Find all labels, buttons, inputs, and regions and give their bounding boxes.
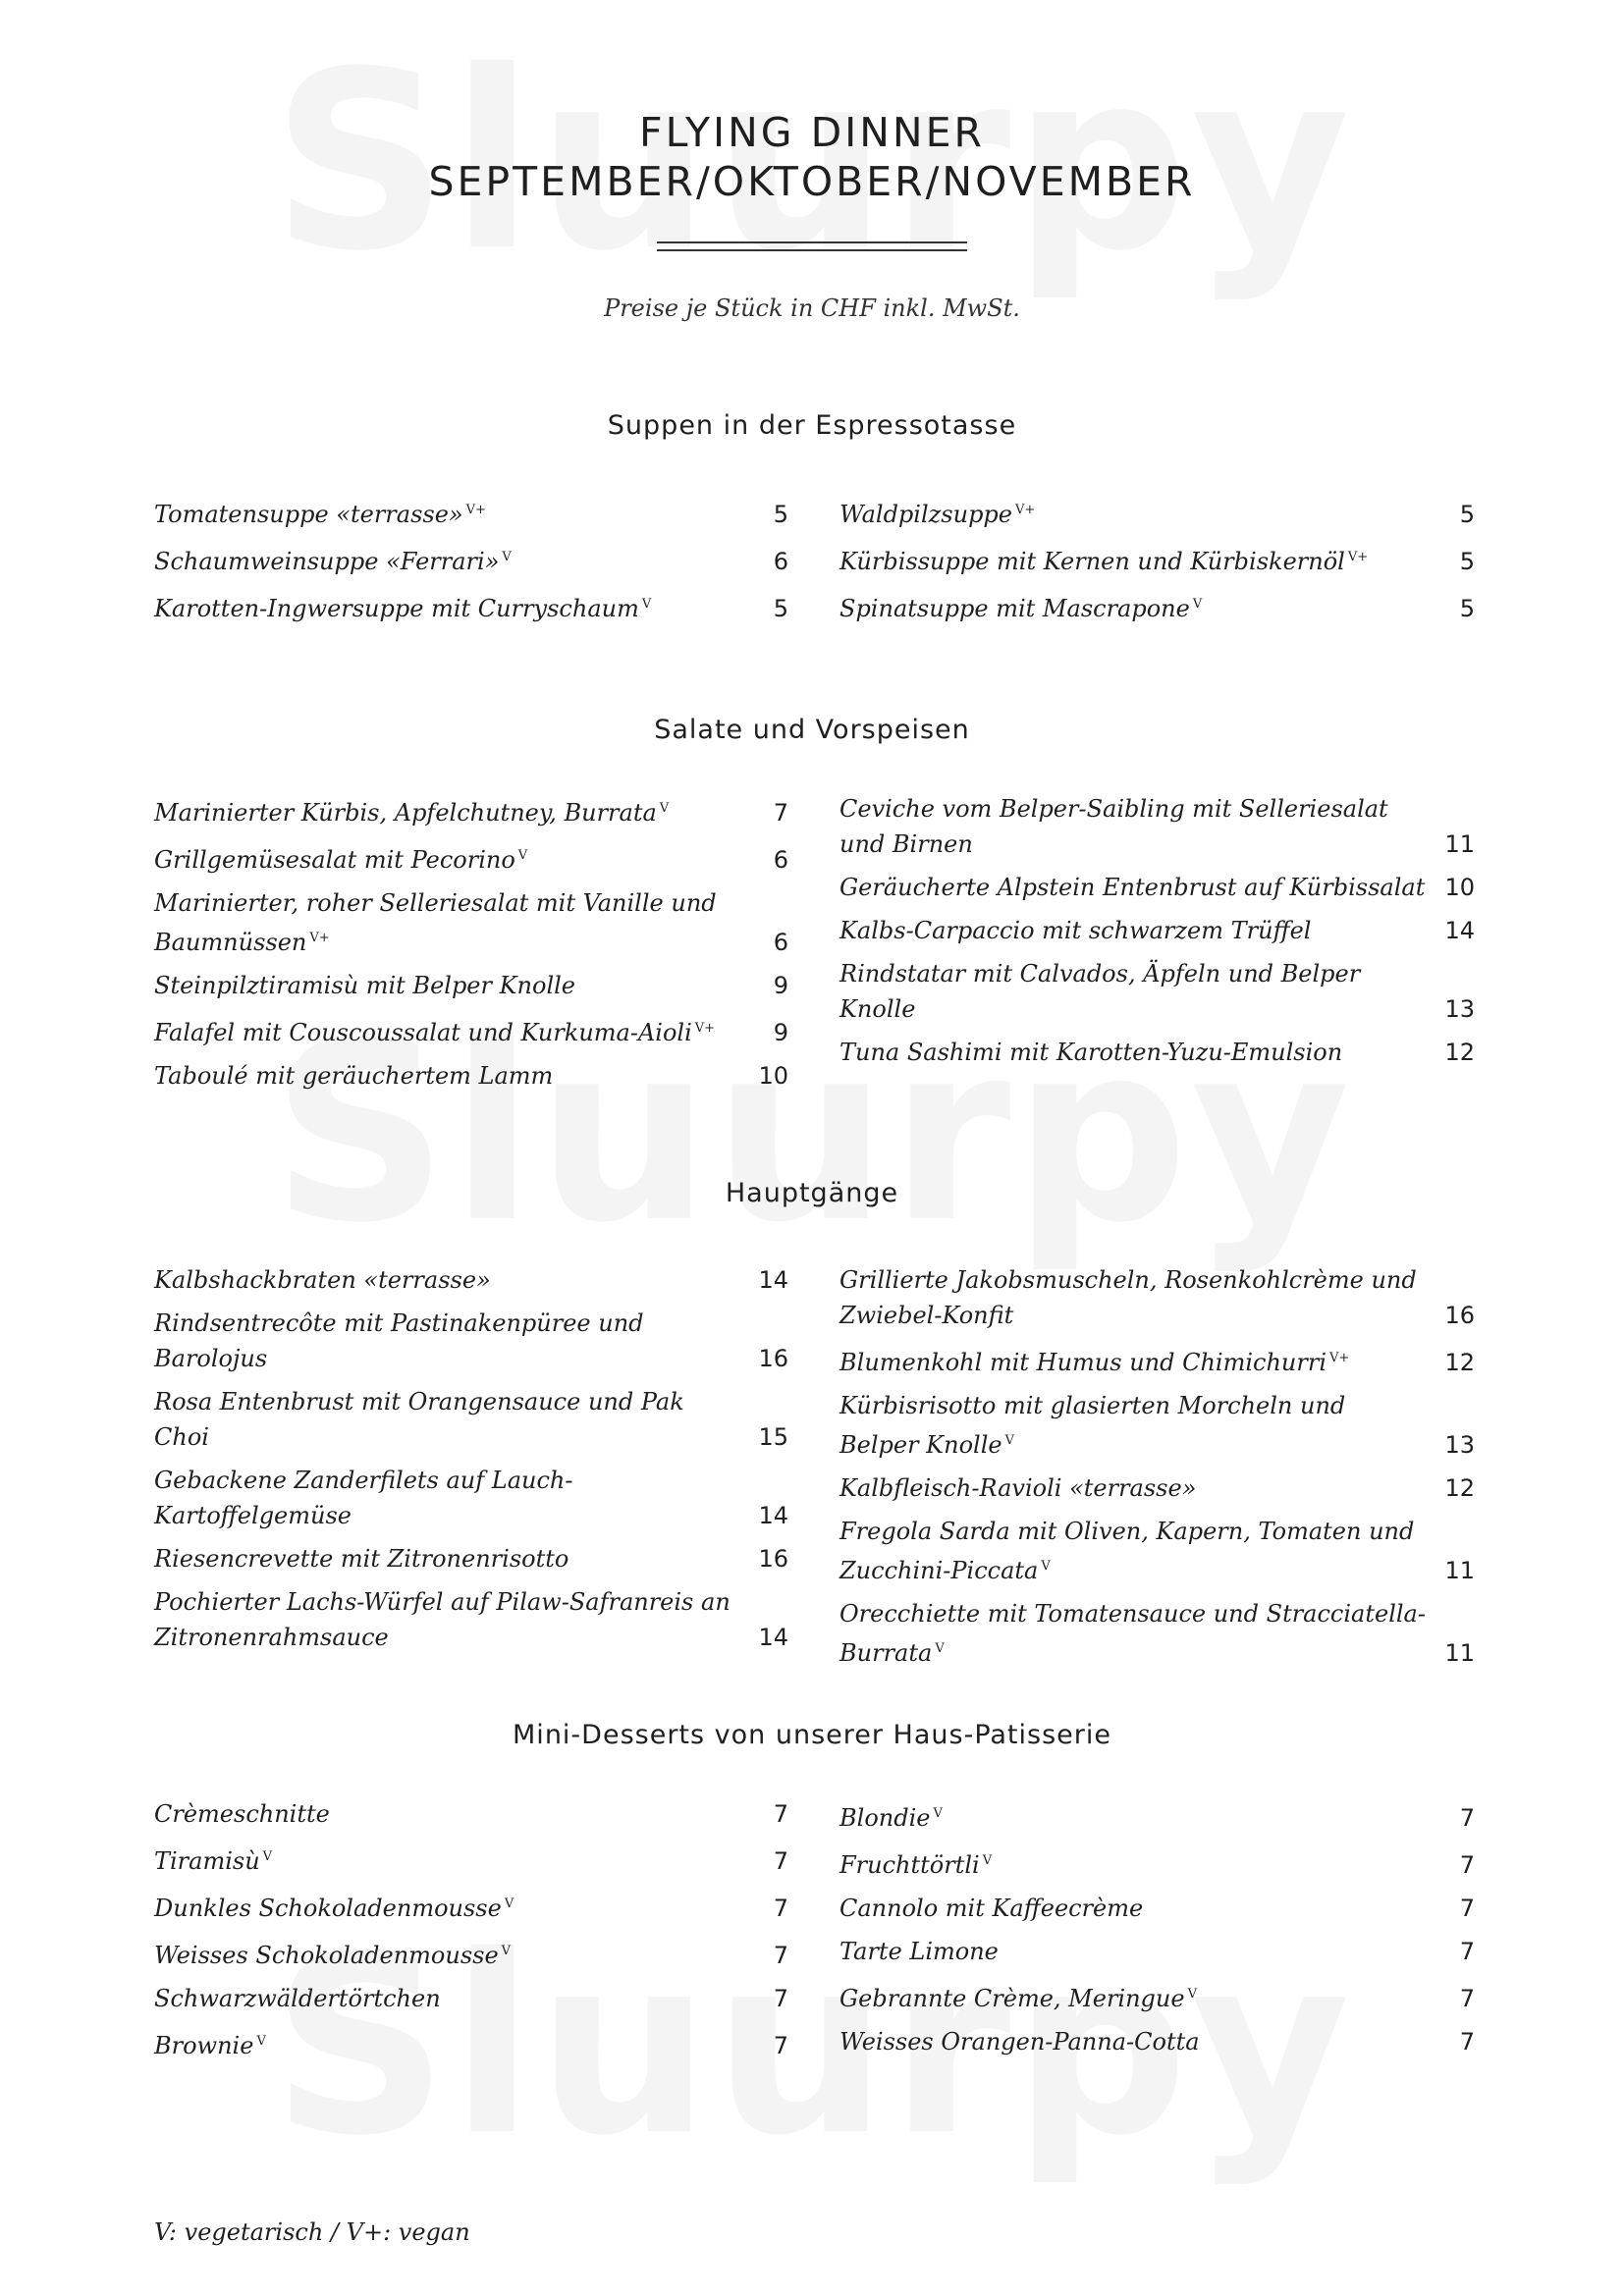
price-note: Preise je Stück in CHF inkl. MwSt. [604, 294, 1020, 322]
menu-item [154, 1796, 788, 1832]
menu-item [154, 1934, 788, 1973]
menu-item-price: 6 [773, 929, 788, 956]
menu-item [154, 2024, 788, 2063]
menu-item-name-text: Dunkles Schokoladenmousse [154, 1895, 502, 1922]
menu-item-name [839, 1388, 1444, 1463]
menu-item [839, 1514, 1475, 1588]
menu-item-name [154, 838, 774, 878]
menu-item-name [154, 1262, 758, 1298]
menu-item-price: 12 [1444, 1474, 1475, 1502]
menu-item-name-text: Kalbshackbraten «terrasse» [154, 1266, 491, 1294]
salads-left-column [154, 791, 788, 1101]
diet-tag: V [1192, 597, 1203, 612]
menu-item [839, 493, 1475, 532]
menu-item-name-text: Karotten-Ingwersuppe mit Curryschaum [154, 595, 639, 622]
menu-item-name-text: Rindsentrecôte mit Pastinakenpüree und Barolojus [154, 1309, 644, 1372]
diet-tag: V [659, 801, 670, 816]
menu-item-name [839, 1843, 1460, 1883]
menu-item [154, 1384, 788, 1455]
menu-item-name [839, 1796, 1460, 1836]
diet-tag: V [1187, 1987, 1197, 2002]
menu-item-price: 12 [1444, 1349, 1475, 1376]
menu-item-price: 16 [758, 1545, 788, 1573]
menu-item-name [154, 791, 774, 830]
menu-item-name-text: Kalbs-Carpaccio mit schwarzem Trüffel [839, 917, 1312, 944]
menu-item [154, 885, 788, 960]
desserts-right-column [839, 1796, 1475, 2067]
diet-tag: V+ [1347, 550, 1369, 564]
section-title-desserts: Mini-Desserts von unserer Haus-Patisserie [513, 1720, 1111, 1750]
menu-item-name [839, 540, 1460, 579]
menu-item [154, 1584, 788, 1655]
menu-item-name-text: Blondie [839, 1804, 931, 1832]
diet-tag: V [935, 1641, 945, 1656]
menu-item-price: 5 [773, 595, 788, 622]
menu-item-price: 7 [773, 1847, 788, 1875]
menu-item-name [154, 1981, 774, 2016]
menu-item-name-text: Waldpilzsuppe [839, 501, 1012, 528]
menu-item-name-text: Spinatsuppe mit Mascrapone [839, 595, 1190, 622]
diet-tag: V [504, 1896, 514, 1911]
menu-item-name [839, 791, 1444, 862]
menu-item-price: 5 [1459, 548, 1475, 575]
menu-item-price: 7 [773, 1985, 788, 2012]
menu-item-price: 14 [1444, 917, 1475, 944]
menu-item-price: 7 [1459, 1851, 1475, 1879]
double-rule-divider [657, 241, 967, 251]
menu-item-name-text: Taboulé mit geräuchertem Lamm [154, 1062, 554, 1090]
diet-tag: V [1004, 1433, 1014, 1448]
menu-item-price: 5 [1459, 501, 1475, 528]
menu-item-name [839, 913, 1444, 948]
diet-tag: V [982, 1853, 993, 1868]
menu-item-name-text: Weisses Orangen-Panna-Cotta [839, 2028, 1200, 2056]
menu-item-price: 6 [773, 548, 788, 575]
menu-item-name-text: Schaumweinsuppe «Ferrari» [154, 548, 500, 575]
menu-item [154, 791, 788, 830]
mains-left-column [154, 1262, 788, 1663]
menu-item [839, 1388, 1475, 1463]
menu-item-price: 16 [758, 1345, 788, 1372]
menu-item [839, 1843, 1475, 1883]
menu-item [154, 1463, 788, 1533]
menu-item [839, 870, 1475, 905]
menu-item-name-text: Grillgemüsesalat mit Pecorino [154, 846, 515, 874]
menu-item-name-text: Ceviche vom Belper-Saibling mit Selleriesalat und Birnen [839, 795, 1388, 858]
menu-item-price: 9 [773, 1019, 788, 1046]
menu-item-price: 14 [758, 1624, 788, 1651]
menu-item-name [839, 1977, 1460, 2016]
menu-item-price: 7 [773, 1800, 788, 1828]
menu-item-name-text: Kürbissuppe mit Kernen und Kürbiskernöl [839, 548, 1345, 575]
menu-item-name [839, 956, 1444, 1027]
menu-item-name-text: Marinierter Kürbis, Apfelchutney, Burrata [154, 799, 657, 827]
menu-item [839, 1796, 1475, 1836]
menu-item-name [839, 1341, 1444, 1380]
menu-item-name-text: Gebackene Zanderfilets auf Lauch-Kartoffelgemüse [154, 1467, 573, 1529]
menu-item-name [154, 1796, 774, 1832]
menu-item-name [839, 1514, 1444, 1588]
menu-item-name [154, 587, 774, 626]
menu-item [839, 1035, 1475, 1070]
diet-tag: V+ [1015, 503, 1036, 517]
menu-item-name-text: Weisses Schokoladenmousse [154, 1942, 499, 1969]
menu-item-name [839, 1934, 1460, 1969]
menu-item-name-text: Schwarzwäldertörtchen [154, 1985, 441, 2012]
menu-item-price: 7 [1459, 1938, 1475, 1965]
diet-tag: V [502, 550, 512, 564]
menu-title: FLYING DINNER [639, 109, 985, 156]
diet-legend: V: vegetarisch / V+: vegan [154, 2218, 470, 2246]
menu-item-name [839, 587, 1460, 626]
menu-item-name [154, 493, 774, 532]
menu-item-name-text: Marinierter, roher Selleriesalat mit Vanille und Baumnüssen [154, 889, 717, 956]
menu-item-name-text: Tarte Limone [839, 1938, 999, 1965]
menu-item-price: 15 [758, 1423, 788, 1451]
menu-item [839, 1262, 1475, 1333]
menu-item [839, 1977, 1475, 2016]
menu-item [154, 493, 788, 532]
menu-item-name-text: Geräucherte Alpstein Entenbrust auf Kürbissalat [839, 874, 1426, 901]
menu-item [154, 1011, 788, 1050]
menu-item-name [839, 1035, 1444, 1070]
menu-item [154, 1981, 788, 2016]
menu-item [154, 1541, 788, 1576]
menu-item-name [154, 1584, 758, 1655]
mains-right-column [839, 1262, 1475, 1679]
menu-item [839, 1934, 1475, 1969]
menu-item [154, 587, 788, 626]
diet-tag: V [262, 1849, 273, 1864]
menu-item-name [154, 968, 774, 1003]
menu-item-name-text: Gebrannte Crème, Meringue [839, 1985, 1185, 2012]
menu-item-price: 7 [773, 2032, 788, 2059]
diet-tag: V [501, 1944, 512, 1958]
menu-item-price: 9 [773, 972, 788, 999]
menu-item-name [154, 1887, 774, 1926]
menu-item [839, 1470, 1475, 1506]
menu-item [154, 838, 788, 878]
menu-subtitle: SEPTEMBER/OKTOBER/NOVEMBER [428, 158, 1196, 205]
salads-right-column [839, 791, 1475, 1078]
menu-item-name-text: Crèmeschnitte [154, 1800, 330, 1828]
menu-item-name [154, 1840, 774, 1879]
menu-item [154, 1262, 788, 1298]
menu-item-name [839, 1262, 1444, 1333]
section-title-salads: Salate und Vorspeisen [654, 715, 970, 745]
diet-tag: V [1041, 1559, 1051, 1574]
menu-item [154, 1840, 788, 1879]
menu-item-price: 7 [773, 799, 788, 827]
menu-item-name-text: Grillierte Jakobsmuscheln, Rosenkohlcrème und Zwiebel-Konfit [839, 1266, 1417, 1329]
menu-item-name-text: Fruchttörtli [839, 1851, 980, 1879]
menu-item [839, 587, 1475, 626]
menu-item-price: 7 [1459, 1985, 1475, 2012]
menu-item-name-text: Riesencrevette mit Zitronenrisotto [154, 1545, 569, 1573]
menu-item [839, 913, 1475, 948]
menu-item-price: 6 [773, 846, 788, 874]
menu-item [154, 968, 788, 1003]
menu-item-price: 7 [1459, 1804, 1475, 1832]
menu-item-name-text: Tomatensuppe «terrasse» [154, 501, 463, 528]
soups-left-column [154, 493, 788, 634]
menu-item-price: 11 [1444, 1557, 1475, 1584]
menu-item-name [839, 2024, 1460, 2059]
soups-right-column [839, 493, 1475, 634]
menu-item-price: 5 [1459, 595, 1475, 622]
menu-item-name-text: Falafel mit Couscoussalat und Kurkuma-Aioli [154, 1019, 692, 1046]
menu-item-price: 7 [1459, 2028, 1475, 2056]
menu-item [154, 1887, 788, 1926]
menu-item-name [839, 1470, 1444, 1506]
menu-item [839, 1891, 1475, 1926]
diet-tag: V [933, 1806, 943, 1821]
menu-item-price: 14 [758, 1266, 788, 1294]
menu-item-name-text: Tiramisù [154, 1847, 260, 1875]
menu-item-name [154, 1011, 774, 1050]
menu-header [0, 108, 1624, 322]
menu-item-name [154, 885, 774, 960]
menu-item-name-text: Rosa Entenbrust mit Orangensauce und Pak Choi [154, 1388, 684, 1451]
menu-item-name [839, 493, 1460, 532]
section-title-soups: Suppen in der Espressotasse [607, 410, 1017, 441]
diet-tag: V+ [465, 503, 486, 517]
menu-item-price: 10 [1444, 874, 1475, 901]
menu-item-name [839, 870, 1444, 905]
menu-item-price: 7 [773, 1895, 788, 1922]
menu-item-price: 5 [773, 501, 788, 528]
menu-item-name-text: Fregola Sarda mit Oliven, Kapern, Tomaten und Zucchini-Piccata [839, 1518, 1415, 1584]
menu-item [839, 2024, 1475, 2059]
menu-item-name [154, 1934, 774, 1973]
menu-item-price: 10 [758, 1062, 788, 1090]
menu-item-price: 11 [1444, 830, 1475, 858]
menu-item-name [839, 1596, 1444, 1671]
menu-item-name-text: Tuna Sashimi mit Karotten-Yuzu-Emulsion [839, 1039, 1343, 1066]
menu-item-name-text: Steinpilztiramisù mit Belper Knolle [154, 972, 575, 999]
diet-tag: V [256, 2034, 266, 2049]
menu-item-price: 13 [1444, 1431, 1475, 1459]
menu-item-name [839, 1891, 1460, 1926]
menu-item-price: 14 [758, 1502, 788, 1529]
menu-item-name-text: Pochierter Lachs-Würfel auf Pilaw-Safranreis an Zitronenrahmsauce [154, 1588, 731, 1651]
menu-item-price: 12 [1444, 1039, 1475, 1066]
desserts-left-column [154, 1796, 788, 2071]
diet-tag: V+ [694, 1021, 716, 1036]
menu-item [839, 956, 1475, 1027]
diet-tag: V+ [309, 931, 330, 945]
menu-item-name-text: Rindstatar mit Calvados, Äpfeln und Belper Knolle [839, 960, 1361, 1023]
section-title-mains: Hauptgänge [725, 1178, 899, 1208]
menu-item [154, 540, 788, 579]
menu-item-price: 7 [1459, 1895, 1475, 1922]
menu-item [154, 1058, 788, 1094]
menu-item-name-text: Kalbfleisch-Ravioli «terrasse» [839, 1474, 1197, 1502]
menu-item-price: 16 [1444, 1302, 1475, 1329]
menu-item [839, 1341, 1475, 1380]
menu-item-name [154, 1306, 758, 1376]
diet-tag: V+ [1329, 1351, 1350, 1365]
menu-item-name [154, 1384, 758, 1455]
menu-item-name [154, 1058, 758, 1094]
diet-tag: V [517, 848, 528, 863]
menu-item-name [154, 1463, 758, 1533]
menu-item-name [154, 540, 774, 579]
menu-item-name [154, 1541, 758, 1576]
menu-item-price: 11 [1444, 1639, 1475, 1667]
menu-item-name-text: Brownie [154, 2032, 254, 2059]
menu-item-price: 7 [773, 1942, 788, 1969]
menu-item [839, 1596, 1475, 1671]
menu-item-price: 13 [1444, 995, 1475, 1023]
diet-tag: V [641, 597, 652, 612]
menu-item-name-text: Cannolo mit Kaffeecrème [839, 1895, 1144, 1922]
menu-item-name-text: Kürbisrisotto mit glasierten Morcheln und Belper Knolle [839, 1392, 1346, 1459]
menu-item-name [154, 2024, 774, 2063]
menu-item [839, 540, 1475, 579]
menu-item-name-text: Orecchiette mit Tomatensauce und Stracciatella-Burrata [839, 1600, 1426, 1667]
menu-item-name-text: Blumenkohl mit Humus und Chimichurri [839, 1349, 1327, 1376]
menu-item [839, 791, 1475, 862]
menu-item [154, 1306, 788, 1376]
